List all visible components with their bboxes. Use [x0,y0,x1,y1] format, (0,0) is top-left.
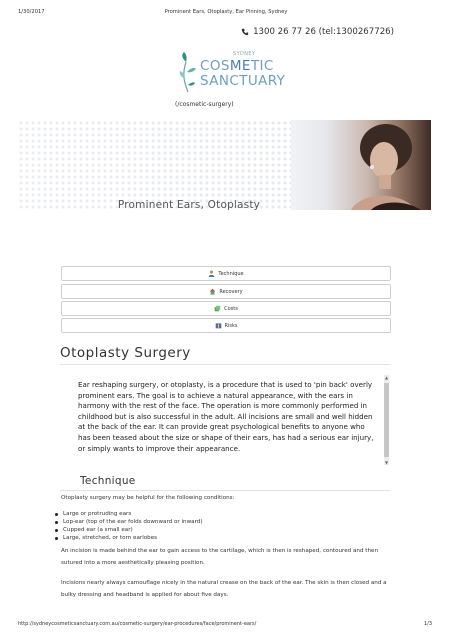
section-title: Otoplasty Surgery [60,345,191,361]
phone-number: 1300 26 77 26 (tel:1300267726) [253,27,394,37]
tab-recovery-label: Recovery [219,288,243,295]
tab-costs[interactable] [61,301,391,316]
logo[interactable] [178,48,286,98]
conditions-list [54,510,203,542]
print-date: 1/30/2017 [18,9,45,15]
technique-paragraph-2: Incisions nearly always camouflage nicely in the natural crease on the back of the ear. The skin is then closed and a bulky dressing and headband is applied for about five days. [61,580,387,598]
phone-icon [241,28,249,36]
logo-sydney: SYDNEY [233,51,256,57]
hero-banner [18,120,431,210]
logo-cosmetic: COSMETIC [200,58,274,74]
intro-paragraph: Ear reshaping surgery, or otoplasty, is a procedure that is used to 'pin back' overly prominent ears. The goal is to achieve a natural appearance, with the ears in harmony with the rest of the face. The operation is more commonly performed in childhood but is also successful in the adult. All incisions are small and well hidden at the back of the ear. It can provide great psychological benefits to anyone who has been teased about the size or shape of their ears, has had a serious ear injury, or simply wants to improve their appearance. [78,380,374,453]
money-icon [214,305,221,312]
print-page-number: 1/3 [423,621,432,627]
tab-technique[interactable] [61,266,391,281]
list-item: Lop-ear (top of the ear folds downward or inward) [54,518,203,526]
tab-costs-label: Costs [224,305,238,312]
logo-sanctuary: SANCTUARY [200,73,286,89]
leaf-figure-icon [178,52,198,94]
list-item: Large or protruding ears [54,510,203,518]
hero-portrait-image [291,120,431,210]
section-divider [60,364,390,365]
technique-paragraph-1: An incision is made behind the ear to gain access to the cartilage, which is then is reshaped, contoured and then sutured into a more aesthetically pleasing position. [61,548,379,566]
print-footer-url: http://sydneycosmeticsanctuary.com.au/cosmetic-surgery/ear-procedures/face/prominent-ears/ [18,621,257,627]
technique-lead: Otoplasty surgery may be helpful for the following conditions: [61,495,235,501]
logo-link-text[interactable]: (/cosmetic-surgery) [175,101,234,108]
scroll-down-arrow-icon[interactable]: ▼ [384,460,389,465]
warning-icon [215,322,222,329]
scrollbar-thumb[interactable] [384,383,389,457]
print-page-title: Prominent Ears, Otoplasty, Ear Pinning, Sydney [164,9,288,15]
tab-risks[interactable] [61,318,391,333]
technique-divider [60,490,390,491]
hero-title: Prominent Ears, Otoplasty [117,199,261,210]
list-item: Cupped ear (a small ear) [54,526,203,534]
tab-technique-label: Technique [218,270,244,277]
tab-recovery[interactable] [61,284,391,299]
house-icon [209,288,216,295]
person-icon [208,270,215,277]
scroll-up-arrow-icon[interactable]: ▲ [384,375,389,380]
phone-link[interactable] [241,27,394,37]
tab-risks-label: Risks [224,322,238,329]
hero-dot-pattern [18,120,318,210]
list-item: Large, stretched, or torn earlobes [54,534,203,542]
portrait-illustration [291,120,431,210]
technique-heading: Technique [80,475,136,487]
